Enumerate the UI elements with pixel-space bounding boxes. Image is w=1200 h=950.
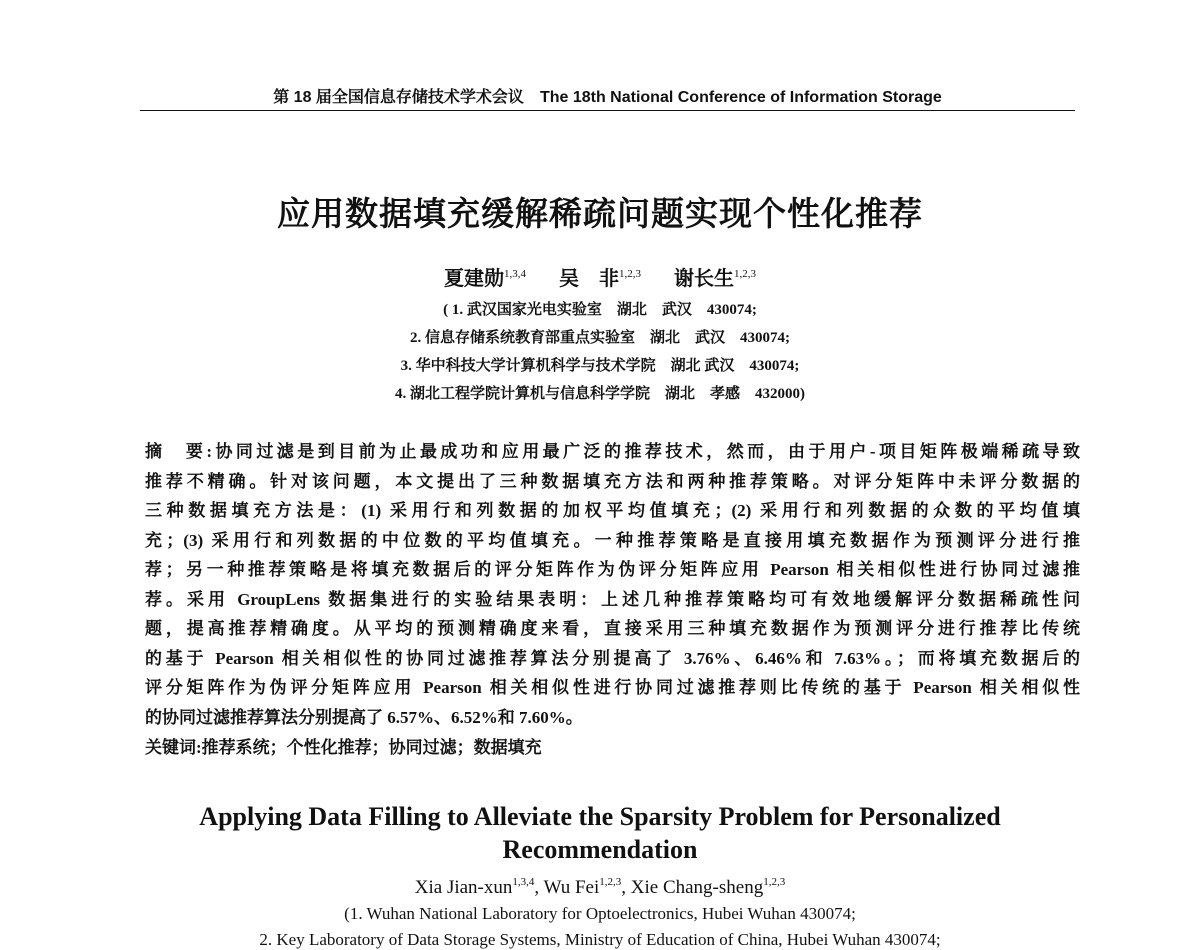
abstract-line: 三种数据填充方法是：(1) 采用行和列数据的加权平均值填充；(2) 采用行和列数据的众数的平均值填 xyxy=(145,501,1080,520)
author-name: Xie Chang-sheng xyxy=(630,877,764,898)
authors-en xyxy=(0,876,1200,899)
header-en: The 18th National Conference of Information Storage xyxy=(539,89,942,106)
author-cn xyxy=(674,268,756,290)
abstract-line: 评分矩阵作为伪评分矩阵应用 Pearson 相关相似性进行协同过滤推荐则比传统的基于 Pearson 相关相似性 xyxy=(145,678,1080,697)
author-name: 谢长生 xyxy=(674,268,734,290)
title-cn: 应用数据填充缓解稀疏问题实现个性化推荐 xyxy=(277,194,923,233)
abstract-line: 摘 要:协同过滤是到目前为止最成功和应用最广泛的推荐技术，然而，由于用户-项目矩阵极端稀疏导致 xyxy=(145,442,1080,461)
header-rule xyxy=(140,110,1075,111)
abstract-line: 荐；另一种推荐策略是将填充数据后的评分矩阵作为伪评分矩阵应用 Pearson 相关相似性进行协同过滤推 xyxy=(145,560,1080,579)
title-en xyxy=(0,800,1200,866)
abstract-line: 推荐不精确。针对该问题，本文提出了三种数据填充方法和两种推荐策略。对评分矩阵中未评分数据的 xyxy=(145,472,1080,491)
abstract-line: 题，提高推荐精确度。从平均的预测精确度来看，直接采用三种填充数据作为预测评分进行推荐比传统 xyxy=(145,619,1080,638)
author-sep: , xyxy=(621,877,631,898)
author-sup: 1,2,3 xyxy=(763,876,786,888)
authors-cn xyxy=(0,262,1200,291)
abstract-line: 的协同过滤推荐算法分别提高了 6.57%、6.52%和 7.60%。 xyxy=(145,708,583,727)
keywords: 关键词:推荐系统；个性化推荐；协同过滤；数据填充 xyxy=(145,738,542,757)
author-name: Xia Jian-xun xyxy=(414,877,513,898)
title-en-line: Recommendation xyxy=(502,835,698,864)
author-sup: 1,2,3 xyxy=(619,268,641,280)
header-cn: 第 18 届全国信息存储技术学术会议 xyxy=(273,89,524,106)
affiliation-cn: 4. 湖北工程学院计算机与信息科学学院 湖北 孝感 432000) xyxy=(395,386,805,402)
affiliation-cn: 3. 华中科技大学计算机科学与技术学院 湖北 武汉 430074; xyxy=(400,358,800,374)
author-sup: 1,2,3 xyxy=(734,268,756,280)
author-sep: , xyxy=(534,877,544,898)
author-sup: 1,2,3 xyxy=(599,876,622,888)
title-en-line: Applying Data Filling to Alleviate the Sparsity Problem for Personalized xyxy=(199,802,1001,831)
author-sup: 1,3,4 xyxy=(504,268,526,280)
author-name: Wu Fei xyxy=(543,877,600,898)
abstract-line: 充；(3) 采用行和列数据的中位数的平均值填充。一种推荐策略是直接用填充数据作为预测评分进行推 xyxy=(145,531,1080,550)
abstract-line: 的基于 Pearson 相关相似性的协同过滤推荐算法分别提高了 3.76%、6.46%和 7.63%。；而将填充数据后的 xyxy=(145,649,1080,668)
author-cn xyxy=(559,268,641,290)
author-cn xyxy=(444,268,526,290)
affiliation-en: 2. Key Laboratory of Data Storage Systems, Ministry of Education of China, Hubei Wuhan 430074; xyxy=(259,930,941,949)
affiliation-cn: 2. 信息存储系统教育部重点实验室 湖北 武汉 430074; xyxy=(410,330,790,346)
running-header xyxy=(140,84,1075,107)
author-name: 夏建勋 xyxy=(444,268,504,290)
affiliation-cn: ( 1. 武汉国家光电实验室 湖北 武汉 430074; xyxy=(443,302,757,318)
author-name: 吴 非 xyxy=(559,268,619,290)
abstract-line: 荐。采用 GroupLens 数据集进行的实验结果表明：上述几种推荐策略均可有效地缓解评分数据稀疏性问 xyxy=(145,590,1080,609)
author-sup: 1,3,4 xyxy=(512,876,535,888)
affiliation-en: (1. Wuhan National Laboratory for Optoelectronics, Hubei Wuhan 430074; xyxy=(344,904,856,923)
